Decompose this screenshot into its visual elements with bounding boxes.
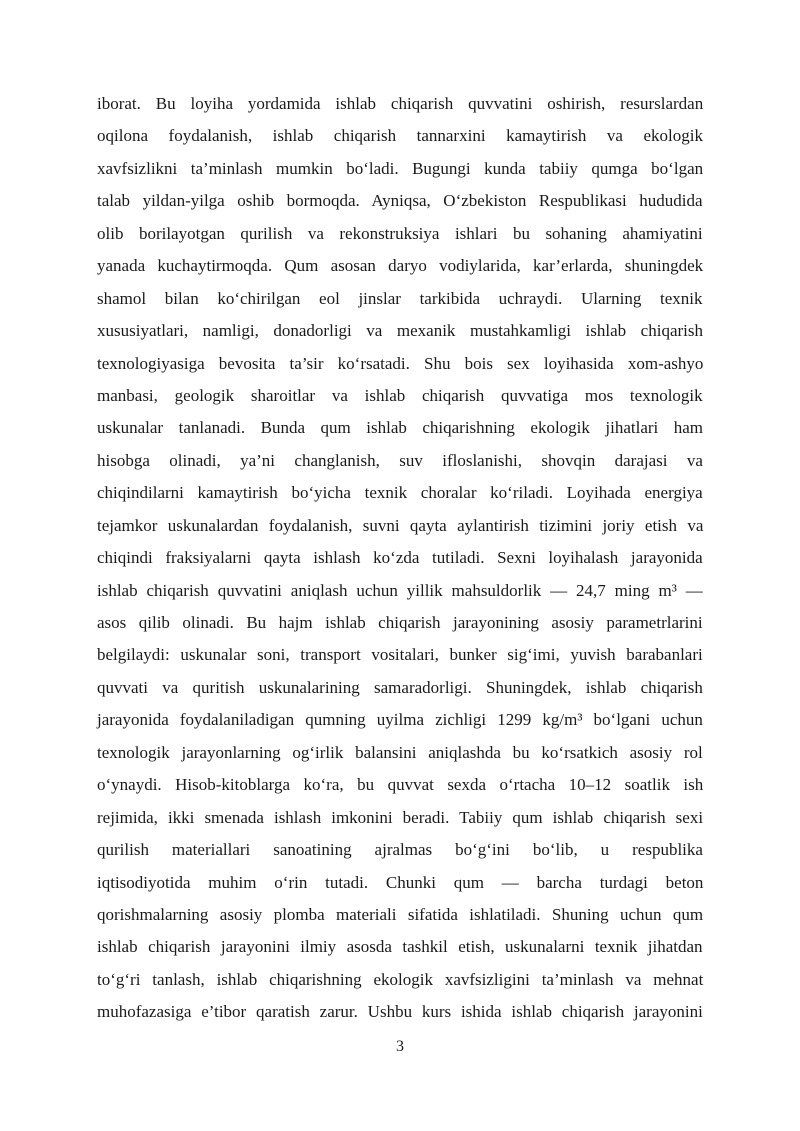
- text-line: olib borilayotgan qurilish va rekonstruksiya ishlari bu sohaning ahamiyatini: [97, 223, 703, 243]
- text-line: chiqindilarni kamaytirish bo‘yicha texnik choralar ko‘riladi. Loyihada energiya: [97, 483, 703, 503]
- text-line: shamol bilan ko‘chirilgan eol jinslar tarkibida uchraydi. Ularning texnik: [97, 288, 703, 308]
- text-line: ishlab chiqarish quvvatini aniqlash uchun yillik mahsuldorlik — 24,7 ming m³ —: [97, 580, 703, 600]
- text-line: iborat. Bu loyiha yordamida ishlab chiqarish quvvatini oshirish, resurslardan: [97, 94, 704, 113]
- text-line: xususiyatlari, namligi, donadorligi va mexanik mustahkamligi ishlab chiqarish: [97, 321, 703, 341]
- text-line: texnologik jarayonlarning og‘irlik balansini aniqlashda bu ko‘rsatkich asosiy rol: [97, 742, 703, 762]
- body-paragraph: [97, 88, 703, 1029]
- text-line: talab yildan-yilga oshib bormoqda. Ayniqsa, O‘zbekiston Respublikasi hududida: [97, 191, 703, 211]
- text-line: chiqindi fraksiyalarni qayta ishlash ko‘zda tutiladi. Sexni loyihalash jarayonida: [97, 548, 703, 568]
- text-line: jarayonida foydalaniladigan qumning uyilma zichligi 1299 kg/m³ bo‘lgani uchun: [97, 710, 703, 730]
- text-line: yanada kuchaytirmoqda. Qum asosan daryo vodiylarida, kar’erlarda, shuningdek: [97, 256, 704, 276]
- text-line: uskunalar tanlanadi. Bunda qum ishlab chiqarishning ekologik jihatlari ham: [97, 418, 704, 438]
- text-line: to‘g‘ri tanlash, ishlab chiqarishning ekologik xavfsizligini ta’minlash va mehnat: [97, 969, 704, 989]
- text-line: hisobga olinadi, ya’ni changlanish, suv ifloslanishi, shovqin darajasi va: [97, 450, 703, 470]
- text-line: xavfsizlikni ta’minlash mumkin bo‘ladi. Bugungi kunda tabiiy qumga bo‘lgan: [97, 158, 704, 178]
- text-line: iqtisodiyotida muhim o‘rin tutadi. Chunki qum — barcha turdagi beton: [97, 872, 704, 892]
- text-line: texnologiyasiga bevosita ta’sir ko‘rsatadi. Shu bois sex loyihasida xom-ashyo: [97, 353, 704, 373]
- text-line: ishlab chiqarish jarayonini ilmiy asosda tashkil etish, uskunalarni texnik jihatdan: [97, 937, 703, 957]
- text-line: o‘ynaydi. Hisob-kitoblarga ko‘ra, bu quvvat sexda o‘rtacha 10–12 soatlik ish: [97, 775, 704, 795]
- page-number: 3: [396, 1038, 404, 1055]
- text-line: manbasi, geologik sharoitlar va ishlab chiqarish quvvatiga mos texnologik: [97, 385, 703, 405]
- text-line: tejamkor uskunalardan foydalanish, suvni qayta aylantirish tizimini joriy etish va: [97, 515, 704, 535]
- text-line: rejimida, ikki smenada ishlash imkonini beradi. Tabiiy qum ishlab chiqarish sexi: [97, 807, 704, 827]
- text-line: asos qilib olinadi. Bu hajm ishlab chiqarish jarayonining asosiy parametrlarini: [97, 613, 703, 632]
- text-line: quvvati va quritish uskunalarining samaradorligi. Shuningdek, ishlab chiqarish: [97, 677, 703, 697]
- text-line: belgilaydi: uskunalar soni, transport vositalari, bunker sig‘imi, yuvish barabanlari: [97, 645, 703, 665]
- text-line: qorishmalarning asosiy plomba materiali sifatida ishlatiladi. Shuning uchun qum: [97, 904, 704, 924]
- text-line: oqilona foydalanish, ishlab chiqarish tannarxini kamaytirish va ekologik: [97, 126, 703, 146]
- text-line: qurilish materiallari sanoatining ajralmas bo‘g‘ini bo‘lib, u respublika: [97, 840, 703, 860]
- text-line: muhofazasiga e’tibor qaratish zarur. Ushbu kurs ishida ishlab chiqarish jarayonini: [97, 1002, 703, 1022]
